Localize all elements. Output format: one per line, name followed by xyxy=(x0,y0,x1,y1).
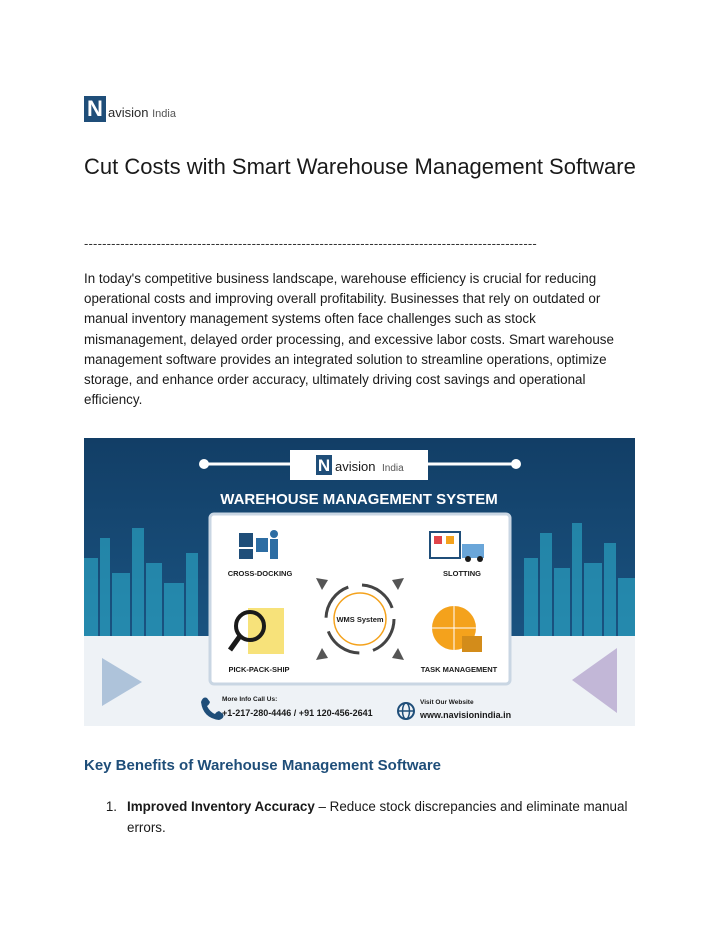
feature-label: SLOTTING xyxy=(443,569,481,578)
feature-label: TASK MANAGEMENT xyxy=(420,665,498,674)
page-title: Cut Costs with Smart Warehouse Management Software xyxy=(84,154,636,179)
website-label: Visit Our Website xyxy=(420,699,474,706)
banner-heading: WAREHOUSE MANAGEMENT SYSTEM xyxy=(220,491,498,508)
list-item-body xyxy=(127,796,644,838)
logo-wordmark xyxy=(108,105,176,122)
benefits-list xyxy=(84,796,644,838)
section-heading: Key Benefits of Warehouse Management Software xyxy=(84,757,442,774)
banner-logo-mark: N xyxy=(317,456,331,475)
benefit-text: – Reduce stock discrepancies and eliminate manual errors. xyxy=(127,799,628,835)
phone-numbers: +1-217-280-4446 / +91 120-456-2641 xyxy=(222,708,373,718)
list-item xyxy=(84,796,644,838)
logo-mark: N xyxy=(84,96,106,122)
banner-logo-text: avision xyxy=(335,459,376,474)
benefit-title: Improved Inventory Accuracy xyxy=(127,799,315,814)
feature-label: CROSS-DOCKING xyxy=(227,569,293,578)
website-url: www.navisionindia.in xyxy=(420,710,512,720)
feature-label: PICK-PACK-SHIP xyxy=(228,665,290,674)
banner-logo-sub: India xyxy=(382,463,404,474)
logo-name: avision xyxy=(108,105,149,120)
wms-center-label: WMS System xyxy=(336,615,384,624)
call-label: More Info Call Us: xyxy=(222,696,278,703)
intro-paragraph: In today's competitive business landscape, warehouse efficiency is crucial for reducing operational costs and improving overall profitability. Businesses that rely on outdated or manual inventory management systems often face challenges such as stock mismanagement, delayed order processing, and excessive labor costs. Smart warehouse management software provides an integrated solution to streamline operations, optimize storage, and enhance order accuracy, ultimately driving cost savings and operational efficiency. xyxy=(84,271,614,408)
logo-sub: India xyxy=(152,108,176,120)
navision-logo xyxy=(84,96,176,122)
wms-banner-image xyxy=(84,438,635,726)
divider: ---------------------------------------------------------------------------------------------------- xyxy=(84,236,537,251)
list-number: 1. xyxy=(105,799,117,814)
